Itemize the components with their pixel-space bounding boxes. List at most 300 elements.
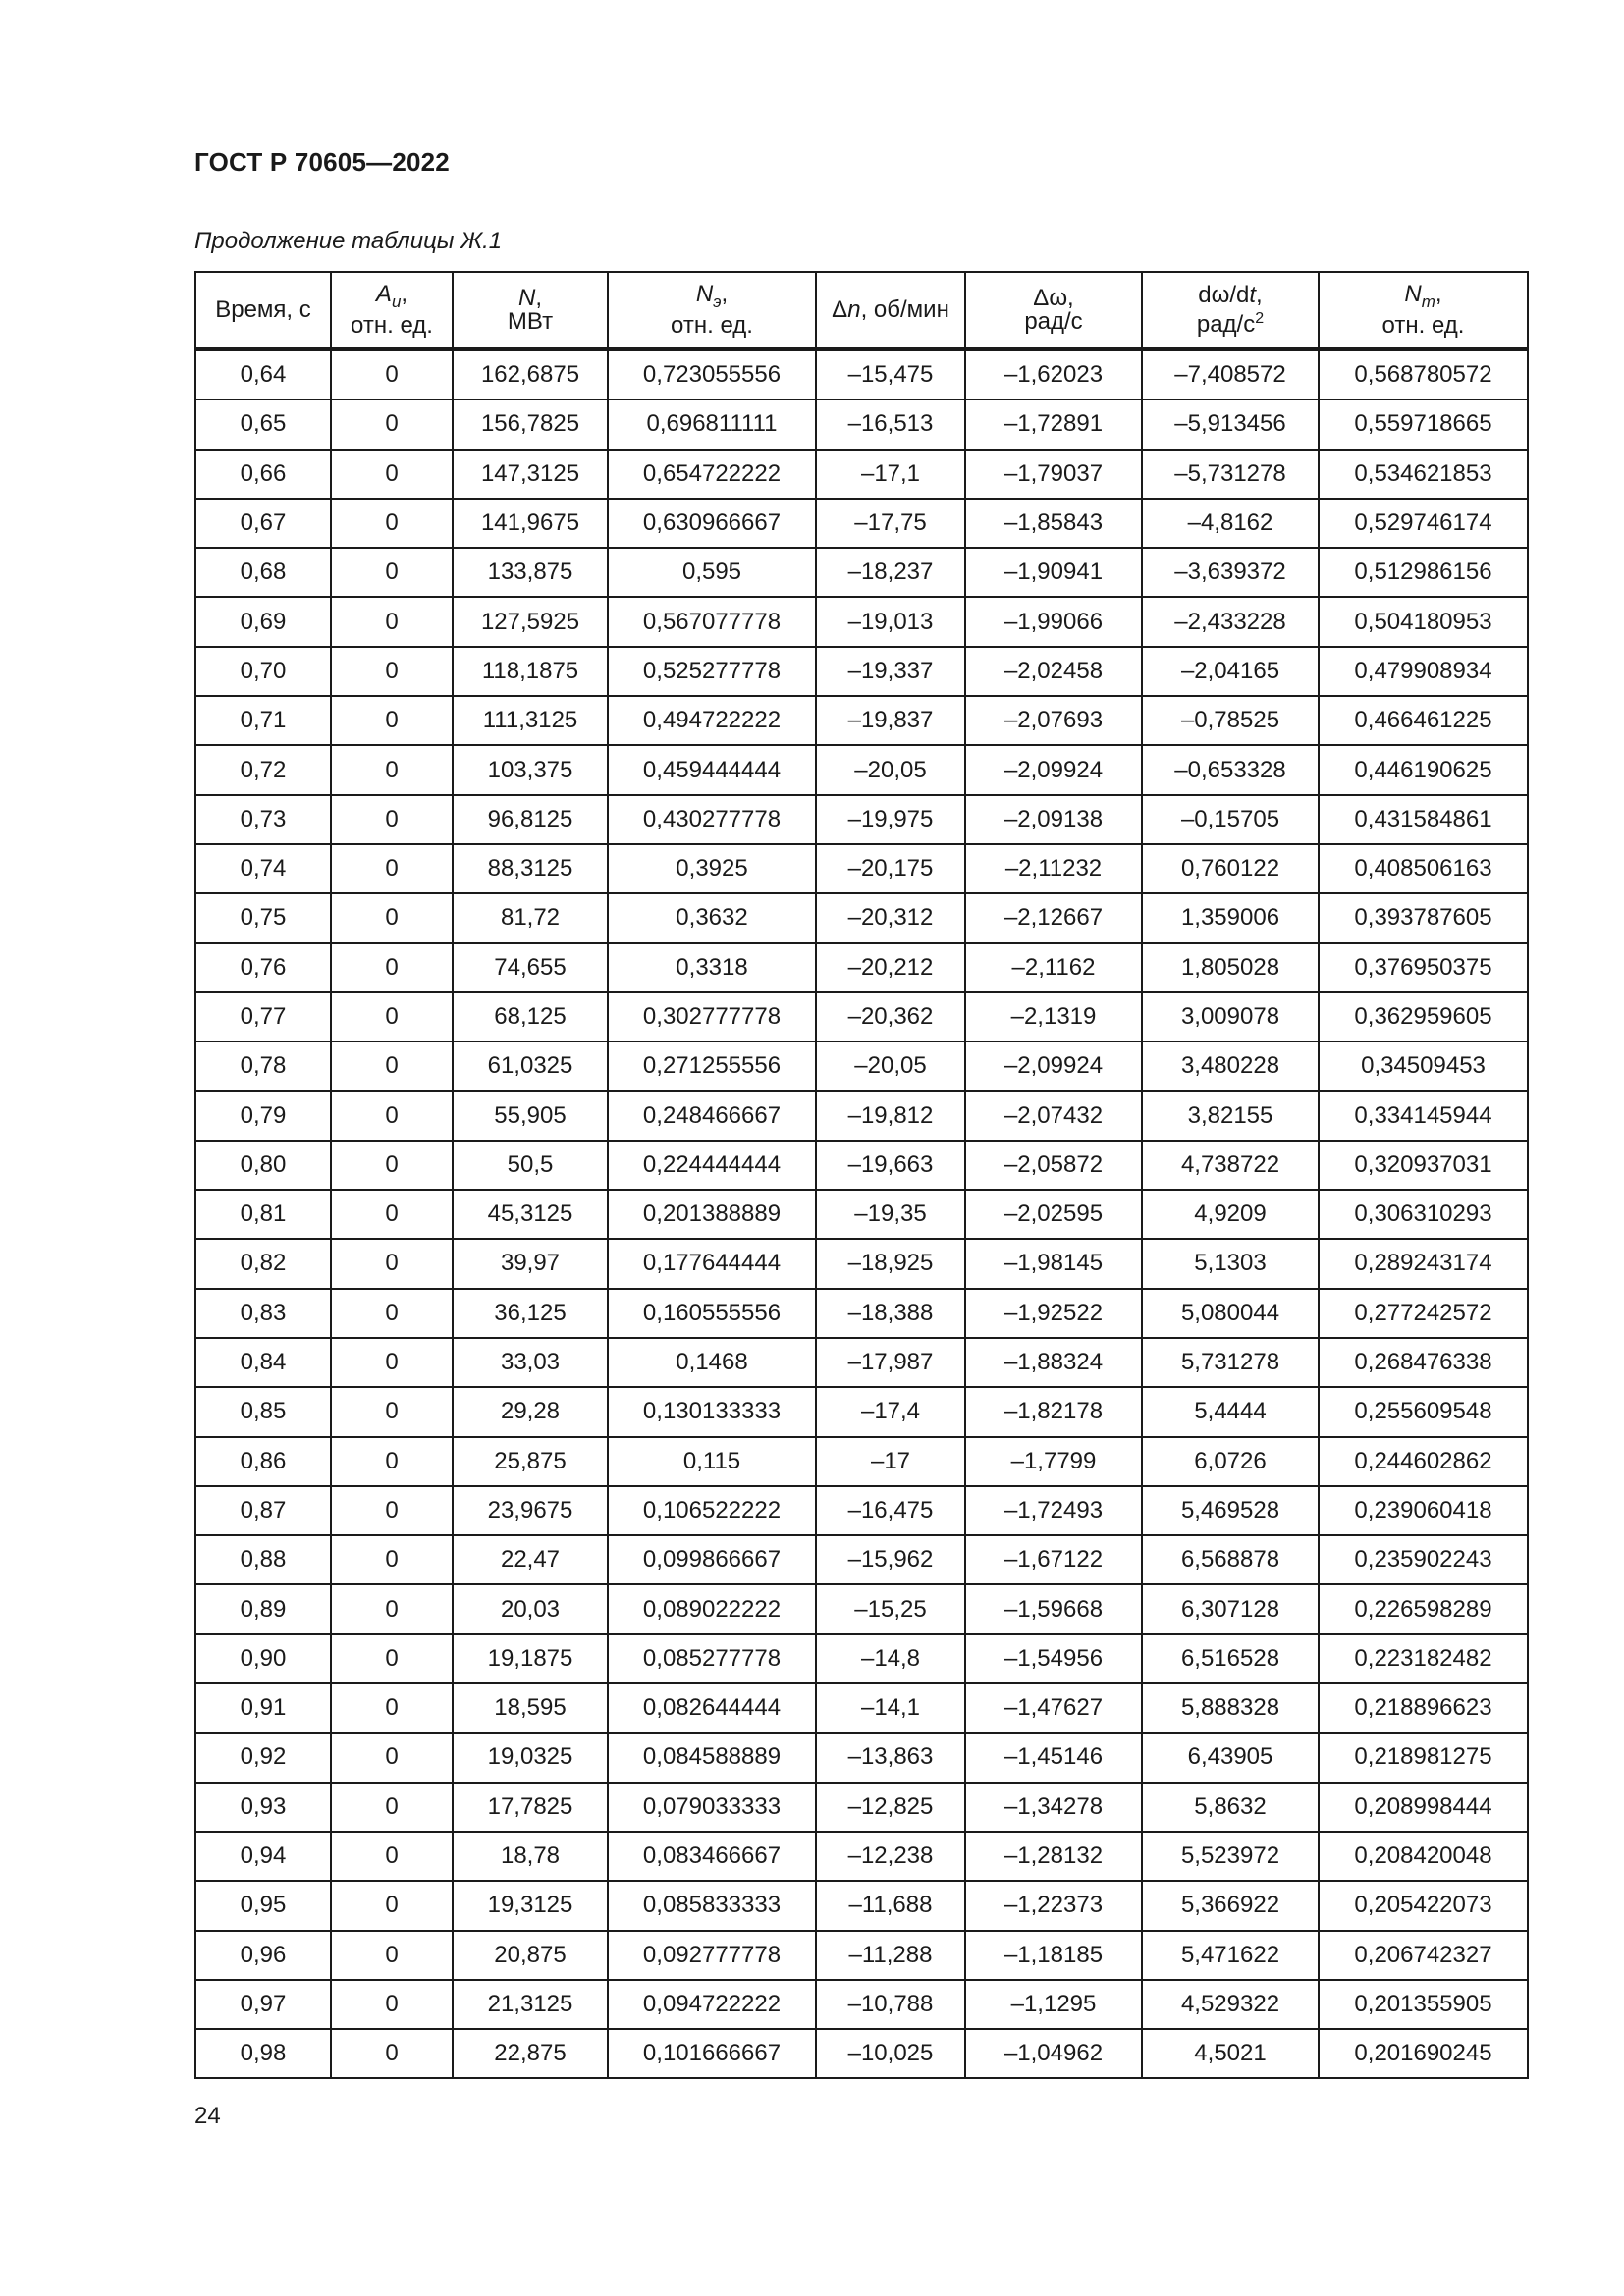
table-cell: 0,446190625 [1319,745,1528,794]
table-row [195,1190,1528,1239]
table-cell: 0 [331,1584,453,1633]
table-cell: 0,630966667 [608,499,816,548]
table-row [195,1141,1528,1190]
table-cell: 21,3125 [453,1980,608,2029]
table-cell: 0,092777778 [608,1931,816,1980]
table-cell: 0 [331,597,453,646]
table-cell: –17,75 [816,499,965,548]
table-cell: –14,8 [816,1634,965,1683]
table-row [195,597,1528,646]
table-cell: 0,130133333 [608,1387,816,1436]
table-cell: 36,125 [453,1289,608,1338]
table-cell: 6,516528 [1142,1634,1319,1683]
table-row [195,349,1528,400]
table-cell: –2,11232 [965,844,1142,893]
table-cell: 0 [331,450,453,499]
table-cell: 3,480228 [1142,1041,1319,1091]
table-cell: 0 [331,992,453,1041]
table-cell: 0,529746174 [1319,499,1528,548]
table-cell: –1,04962 [965,2029,1142,2078]
table-cell: 0,302777778 [608,992,816,1041]
table-cell: 147,3125 [453,450,608,499]
table-cell: –1,67122 [965,1535,1142,1584]
table-cell: –20,312 [816,893,965,942]
table-cell: 0,083466667 [608,1832,816,1881]
table-cell: 0,218896623 [1319,1683,1528,1733]
table-cell: 0,91 [195,1683,331,1733]
table-cell: –19,663 [816,1141,965,1190]
column-header [1142,272,1319,349]
table-row [195,1338,1528,1387]
table-cell: –15,25 [816,1584,965,1633]
table-cell: –1,90941 [965,548,1142,597]
column-header [453,272,608,349]
table-head [195,272,1528,349]
table-cell: 0,226598289 [1319,1584,1528,1633]
table-cell: 18,595 [453,1683,608,1733]
table-cell: 0,93 [195,1783,331,1832]
table-cell: 4,9209 [1142,1190,1319,1239]
table-cell: 0,160555556 [608,1289,816,1338]
table-cell: 0 [331,745,453,794]
table-cell: 0,84 [195,1338,331,1387]
table-cell: –17 [816,1437,965,1486]
table-cell: 0 [331,2029,453,2078]
table-cell: 0,082644444 [608,1683,816,1733]
table-cell: 4,738722 [1142,1141,1319,1190]
table-cell: 0,83 [195,1289,331,1338]
table-cell: 0 [331,1733,453,1782]
table-cell: 0,201388889 [608,1190,816,1239]
document-header: ГОСТ Р 70605—2022 [194,147,450,177]
column-header-label: Δω, [1033,285,1074,311]
table-cell: –2,09924 [965,1041,1142,1091]
table-cell: –11,688 [816,1881,965,1930]
table-cell: 0,085833333 [608,1881,816,1930]
column-header-label: $N_э$, [695,281,729,311]
header-row [195,272,1528,349]
table-cell: 0,98 [195,2029,331,2078]
table-cell: –2,433228 [1142,597,1319,646]
table-row [195,1584,1528,1633]
table-cell: –13,863 [816,1733,965,1782]
table-cell: 0,89 [195,1584,331,1633]
table-row [195,1881,1528,1930]
table-cell: 0 [331,1634,453,1683]
table-cell: 111,3125 [453,696,608,745]
table-cell: 0,376950375 [1319,943,1528,992]
table-cell: 0,504180953 [1319,597,1528,646]
table-cell: 0,466461225 [1319,696,1528,745]
table-cell: –2,1162 [965,943,1142,992]
table-cell: 156,7825 [453,400,608,449]
table-cell: 0,64 [195,349,331,400]
table-cell: 0,306310293 [1319,1190,1528,1239]
table-cell: 0,3925 [608,844,816,893]
table-cell: 96,8125 [453,795,608,844]
table-row [195,1535,1528,1584]
table-cell: 0,494722222 [608,696,816,745]
table-cell: –2,07693 [965,696,1142,745]
table-cell: 0,205422073 [1319,1881,1528,1930]
table-cell: 0 [331,1683,453,1733]
table-cell: –19,975 [816,795,965,844]
column-header-label: $N_т$, [1404,281,1442,311]
table-cell: 45,3125 [453,1190,608,1239]
table-cell: 33,03 [453,1338,608,1387]
table-cell: 0 [331,400,453,449]
table-cell: 5,1303 [1142,1239,1319,1288]
table-cell: 0 [331,1486,453,1535]
table-cell: –7,408572 [1142,349,1319,400]
table-cell: 0,92 [195,1733,331,1782]
table-cell: 0,68 [195,548,331,597]
table-cell: 17,7825 [453,1783,608,1832]
table-cell: 0,268476338 [1319,1338,1528,1387]
table-cell: 0 [331,696,453,745]
table-cell: 0,235902243 [1319,1535,1528,1584]
table-cell: –1,72493 [965,1486,1142,1535]
table-cell: 22,875 [453,2029,608,2078]
table-cell: –2,09924 [965,745,1142,794]
table-cell: 0,723055556 [608,349,816,400]
table-row [195,1783,1528,1832]
table-cell: 0,208998444 [1319,1783,1528,1832]
table-cell: 6,307128 [1142,1584,1319,1633]
column-header-label: N, [517,285,542,311]
table-row [195,450,1528,499]
table-cell: –1,18185 [965,1931,1142,1980]
table-row [195,943,1528,992]
table-cell: 0 [331,943,453,992]
table-cell: 0,459444444 [608,745,816,794]
table-cell: 0,218981275 [1319,1733,1528,1782]
table-cell: –10,788 [816,1980,965,2029]
column-header-label: dω/dt, [1198,282,1263,308]
table-cell: 0 [331,893,453,942]
table-cell: 0,512986156 [1319,548,1528,597]
table-cell: 0,255609548 [1319,1387,1528,1436]
table-cell: 74,655 [453,943,608,992]
table-cell: 88,3125 [453,844,608,893]
table-row [195,745,1528,794]
table-cell: 4,529322 [1142,1980,1319,2029]
table-cell: 55,905 [453,1091,608,1140]
column-header-unit: рад/с [1024,308,1083,335]
table-cell: –20,05 [816,1041,965,1091]
table-cell: 0,86 [195,1437,331,1486]
table-row [195,1437,1528,1486]
table-cell: 0 [331,1832,453,1881]
table-row [195,893,1528,942]
page-number: 24 [194,2103,221,2129]
table-cell: 0,534621853 [1319,450,1528,499]
table-row [195,400,1528,449]
table-cell: 22,47 [453,1535,608,1584]
table-cell: 0 [331,1535,453,1584]
table-cell: 0,65 [195,400,331,449]
table-cell: 0,085277778 [608,1634,816,1683]
table-cell: 0,430277778 [608,795,816,844]
table-cell: 0,94 [195,1832,331,1881]
table-cell: –19,013 [816,597,965,646]
table-cell: –15,962 [816,1535,965,1584]
table-cell: 133,875 [453,548,608,597]
table-cell: 0,71 [195,696,331,745]
column-header [195,272,331,349]
table-cell: –1,54956 [965,1634,1142,1683]
table-cell: 5,080044 [1142,1289,1319,1338]
table-cell: 0,95 [195,1881,331,1930]
table-cell: 0,277242572 [1319,1289,1528,1338]
column-header [1319,272,1528,349]
column-header-unit: отн. ед. [671,311,753,339]
table-cell: 0,568780572 [1319,349,1528,400]
table-cell: –16,513 [816,400,965,449]
table-cell: 0,75 [195,893,331,942]
table-cell: 23,9675 [453,1486,608,1535]
table-cell: 0,85 [195,1387,331,1436]
table-cell: –19,812 [816,1091,965,1140]
table-cell: 0,69 [195,597,331,646]
table-body [195,349,1528,2078]
table-cell: 0 [331,1338,453,1387]
column-header-unit: МВт [507,308,554,335]
table-row [195,795,1528,844]
table-cell: –1,47627 [965,1683,1142,1733]
table-cell: 0,70 [195,647,331,696]
column-header-label: Δn, об/мин [832,296,949,323]
table-cell: –1,62023 [965,349,1142,400]
table-cell: 0,654722222 [608,450,816,499]
table-cell: 6,0726 [1142,1437,1319,1486]
table-cell: 103,375 [453,745,608,794]
table-row [195,1289,1528,1338]
table-cell: 0,099866667 [608,1535,816,1584]
table-cell: 0,334145944 [1319,1091,1528,1140]
table-cell: 0,72 [195,745,331,794]
column-header [965,272,1142,349]
table-cell: –1,85843 [965,499,1142,548]
table-cell: 141,9675 [453,499,608,548]
table-cell: 0,87 [195,1486,331,1535]
table-cell: 29,28 [453,1387,608,1436]
table-cell: 0,559718665 [1319,400,1528,449]
table-cell: 4,5021 [1142,2029,1319,2078]
table-cell: 0,88 [195,1535,331,1584]
table-cell: 81,72 [453,893,608,942]
table-cell: 0,362959605 [1319,992,1528,1041]
table-cell: –0,78525 [1142,696,1319,745]
table-cell: 162,6875 [453,349,608,400]
table-cell: 0,084588889 [608,1733,816,1782]
table-cell: 6,568878 [1142,1535,1319,1584]
table-row [195,844,1528,893]
table-cell: 0 [331,1437,453,1486]
table-cell: 0,567077778 [608,597,816,646]
table-cell: 5,731278 [1142,1338,1319,1387]
table-cell: 0,74 [195,844,331,893]
table-cell: 6,43905 [1142,1733,1319,1782]
table-cell: 0,223182482 [1319,1634,1528,1683]
table-cell: 0,525277778 [608,647,816,696]
table-cell: 0,3632 [608,893,816,942]
table-cell: 39,97 [453,1239,608,1288]
table-cell: 5,888328 [1142,1683,1319,1733]
table-cell: 0,66 [195,450,331,499]
table-cell: 5,471622 [1142,1931,1319,1980]
table-cell: –5,731278 [1142,450,1319,499]
table-cell: –2,05872 [965,1141,1142,1190]
table-cell: 3,82155 [1142,1091,1319,1140]
table-cell: –19,337 [816,647,965,696]
table-row [195,992,1528,1041]
table-cell: 0,97 [195,1980,331,2029]
table-cell: 0 [331,647,453,696]
table-cell: –1,88324 [965,1338,1142,1387]
table-row [195,647,1528,696]
column-header [608,272,816,349]
table-cell: –1,79037 [965,450,1142,499]
table-cell: –20,05 [816,745,965,794]
table-cell: 50,5 [453,1141,608,1190]
table-cell: 0,115 [608,1437,816,1486]
table-cell: 0,3318 [608,943,816,992]
table-cell: 1,805028 [1142,943,1319,992]
table-cell: 0 [331,795,453,844]
table-cell: 0 [331,1239,453,1288]
table-cell: 0,78 [195,1041,331,1091]
table-cell: 0,320937031 [1319,1141,1528,1190]
table-cell: –1,72891 [965,400,1142,449]
table-cell: –1,22373 [965,1881,1142,1930]
table-cell: –20,212 [816,943,965,992]
table-cell: –1,99066 [965,597,1142,646]
table-row [195,499,1528,548]
table-cell: 5,469528 [1142,1486,1319,1535]
table-cell: –14,1 [816,1683,965,1733]
table-row [195,696,1528,745]
table-cell: 18,78 [453,1832,608,1881]
column-header-label: $A_и$, [375,281,408,311]
table-cell: –1,45146 [965,1733,1142,1782]
table-cell: 0,239060418 [1319,1486,1528,1535]
table-row [195,1387,1528,1436]
table-cell: –17,4 [816,1387,965,1436]
table-cell: –2,04165 [1142,647,1319,696]
table-cell: 0 [331,1387,453,1436]
table-cell: 68,125 [453,992,608,1041]
table-cell: 0,1468 [608,1338,816,1387]
table-cell: 25,875 [453,1437,608,1486]
table-row [195,1486,1528,1535]
table-cell: 0 [331,1289,453,1338]
table-cell: 19,0325 [453,1733,608,1782]
table-cell: 0 [331,1190,453,1239]
table-row [195,1041,1528,1091]
table-cell: 5,523972 [1142,1832,1319,1881]
table-cell: –19,35 [816,1190,965,1239]
table-cell: –1,34278 [965,1783,1142,1832]
table-cell: –17,987 [816,1338,965,1387]
table-cell: 0,408506163 [1319,844,1528,893]
table-cell: 0 [331,1041,453,1091]
table-cell: –1,82178 [965,1387,1142,1436]
table-cell: 0,177644444 [608,1239,816,1288]
table-cell: 19,1875 [453,1634,608,1683]
table-cell: 20,03 [453,1584,608,1633]
column-header-label: Время, с [215,296,311,323]
table-cell: 5,366922 [1142,1881,1319,1930]
table-cell: 0,479908934 [1319,647,1528,696]
data-table [194,271,1529,2079]
table-cell: 0,244602862 [1319,1437,1528,1486]
table-cell: 118,1875 [453,647,608,696]
table-cell: 0,67 [195,499,331,548]
table-cell: 0,079033333 [608,1783,816,1832]
table-cell: 0,094722222 [608,1980,816,2029]
table-container [194,271,1527,2079]
column-header-unit: отн. ед. [1381,311,1465,339]
table-row [195,1832,1528,1881]
table-cell: 0 [331,1980,453,2029]
table-cell: 0,201690245 [1319,2029,1528,2078]
table-cell: 0,79 [195,1091,331,1140]
table-cell: –20,175 [816,844,965,893]
table-cell: 0 [331,1931,453,1980]
table-cell: 0 [331,499,453,548]
table-cell: –2,1319 [965,992,1142,1041]
table-cell: 0,77 [195,992,331,1041]
table-cell: –19,837 [816,696,965,745]
table-cell: –11,288 [816,1931,965,1980]
table-cell: –0,653328 [1142,745,1319,794]
table-cell: –0,15705 [1142,795,1319,844]
table-cell: 0,224444444 [608,1141,816,1190]
table-cell: –2,02458 [965,647,1142,696]
table-cell: 0,80 [195,1141,331,1190]
table-cell: 0,90 [195,1634,331,1683]
table-cell: 5,4444 [1142,1387,1319,1436]
column-header [816,272,965,349]
table-cell: 20,875 [453,1931,608,1980]
table-cell: 0,76 [195,943,331,992]
table-row [195,1980,1528,2029]
table-cell: 0,271255556 [608,1041,816,1091]
table-cell: 5,8632 [1142,1783,1319,1832]
table-cell: 0 [331,1141,453,1190]
table-cell: –1,1295 [965,1980,1142,2029]
table-cell: –18,388 [816,1289,965,1338]
table-cell: 0,81 [195,1190,331,1239]
table-cell: –20,362 [816,992,965,1041]
table-cell: –15,475 [816,349,965,400]
table-cell: –2,12667 [965,893,1142,942]
table-cell: 0,201355905 [1319,1980,1528,2029]
table-row [195,1931,1528,1980]
table-cell: 0 [331,844,453,893]
table-row [195,1091,1528,1140]
table-cell: –5,913456 [1142,400,1319,449]
table-cell: 0,101666667 [608,2029,816,2078]
table-cell: 127,5925 [453,597,608,646]
table-row [195,1733,1528,1782]
table-cell: 0,089022222 [608,1584,816,1633]
column-header-unit: отн. ед. [351,311,433,339]
table-cell: –1,28132 [965,1832,1142,1881]
column-header [331,272,453,349]
table-caption: Продолжение таблицы Ж.1 [194,228,503,254]
